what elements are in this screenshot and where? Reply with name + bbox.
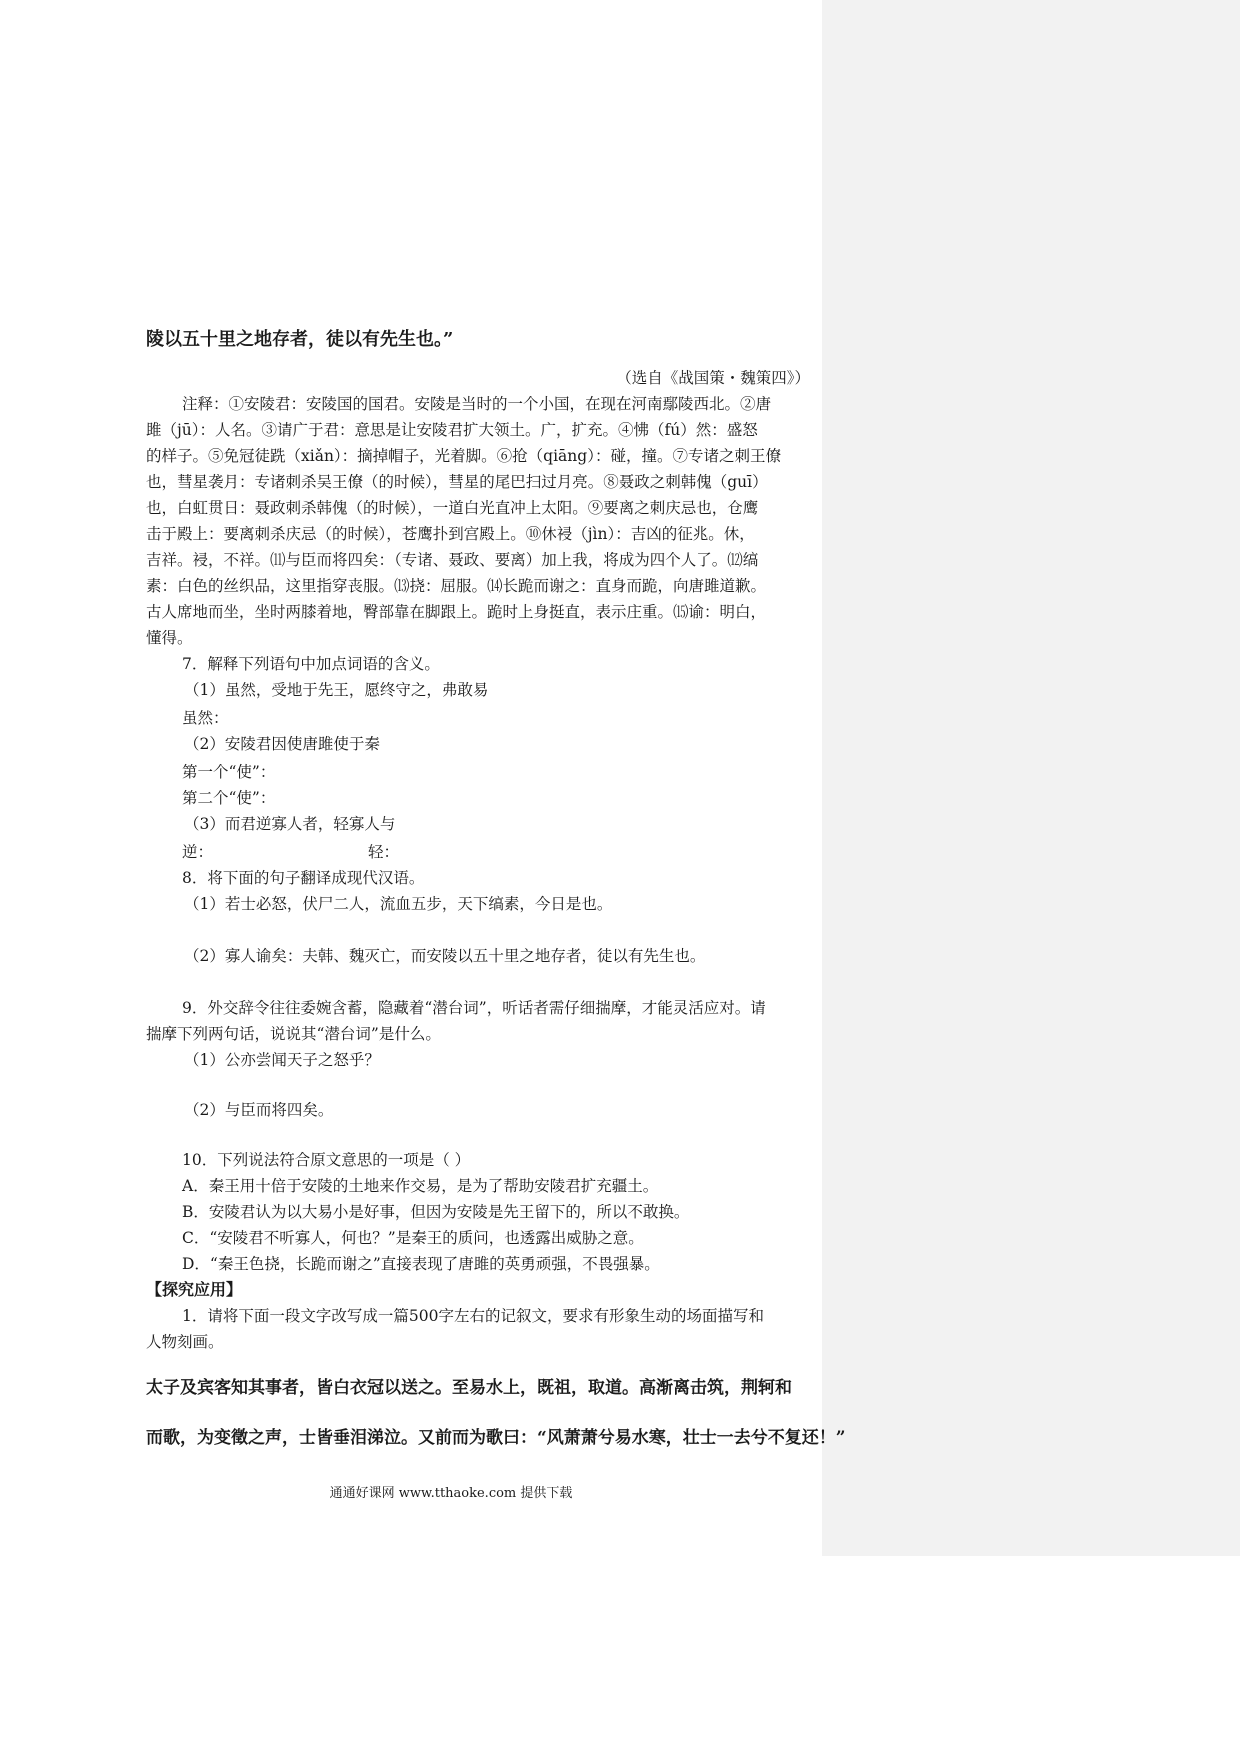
notes-line: 也，白虹贯日：聂政刺杀韩傀（的时候），一道白光直冲上太阳。⑨要离之刺庆忌也，仓鹰 [146, 499, 759, 517]
option-d: D．“秦王色挠，长跪而谢之”直接表现了唐雎的英勇顽强，不畏强暴。 [182, 1255, 660, 1273]
answer-blank-label: 逆： [182, 843, 214, 861]
question-9-2: （2）与臣而将四矣。 [184, 1101, 334, 1119]
notes-line: 雎（jū）：人名。③请广于君：意思是让安陵君扩大领土。广，扩充。④怫（fú）然：盛怒 [146, 421, 758, 439]
question-8: 8．将下面的句子翻译成现代汉语。 [182, 869, 425, 887]
text-line: 陵以五十里之地存者，徒以有先生也。” [146, 329, 454, 350]
question-9: 9．外交辞令往往委婉含蓄，隐藏着“潜台词”，听话者需仔细揣摩，才能灵活应对。请 [182, 999, 766, 1017]
question-9-1: （1）公亦尝闻天子之怒乎？ [184, 1051, 380, 1069]
answer-blank-label: 轻： [368, 843, 400, 861]
passage-line: 而歌，为变徵之声，士皆垂泪涕泣。又前而为歌曰：“风萧萧兮易水寒，壮士一去兮不复还！” [146, 1428, 846, 1448]
question-7: 7．解释下列语句中加点词语的含义。 [182, 655, 440, 673]
question-7-3: （3）而君逆寡人者，轻寡人与 [184, 815, 396, 833]
question-10: 10．下列说法符合原文意思的一项是（ ） [182, 1151, 471, 1169]
question-8-1: （1）若士必怒，伏尸二人，流血五步，天下缟素，今日是也。 [184, 895, 613, 913]
question-8-2: （2）寡人谕矣：夫韩、魏灭亡，而安陵以五十里之地存者，徒以有先生也。 [184, 947, 706, 965]
question-7-1: （1）虽然，受地于先王，愿终守之，弗敢易 [184, 681, 489, 699]
option-a: A．秦王用十倍于安陵的土地来作交易，是为了帮助安陵君扩充疆土。 [182, 1177, 659, 1195]
page-footer: 通通好课网 www.tthaoke.com 提供下载 [329, 1486, 573, 1501]
notes-line: 懂得。 [146, 629, 193, 647]
source-citation: （选自《战国策・魏策四》） [616, 369, 810, 387]
question-9-cont: 揣摩下列两句话，说说其“潜台词”是什么。 [146, 1025, 441, 1043]
notes-line: 吉祥。祲，不祥。⑾与臣而将四矣：（专诸、聂政、要离）加上我，将成为四个人了。⑿缟 [146, 551, 759, 569]
notes-line: 古人席地而坐，坐时两膝着地，臀部靠在脚跟上。跪时上身挺直，表示庄重。⒂谕：明白， [146, 603, 767, 621]
answer-blank-label: 虽然： [182, 709, 229, 727]
answer-blank-label: 第二个“使”： [182, 789, 276, 807]
option-b: B．安陵君认为以大易小是好事，但因为安陵是先王留下的，所以不敢换。 [182, 1203, 690, 1221]
passage-line: 太子及宾客知其事者，皆白衣冠以送之。至易水上，既祖，取道。高渐离击筑，荆轲和 [146, 1378, 792, 1398]
notes-line: 也，彗星袭月：专诸刺杀吴王僚（的时候），彗星的尾巴扫过月亮。⑧聂政之刺韩傀（guī） [146, 473, 768, 491]
notes-line: 素：白色的丝织品，这里指穿丧服。⒀挠：屈服。⒁长跪而谢之：直身而跪，向唐雎道歉。 [146, 577, 767, 595]
application-question-cont: 人物刻画。 [146, 1333, 224, 1351]
option-c: C．“安陵君不听寡人，何也？”是秦王的质问，也透露出威胁之意。 [182, 1229, 644, 1247]
comment-margin-panel [822, 0, 1240, 1556]
question-7-2: （2）安陵君因使唐雎使于秦 [184, 735, 380, 753]
answer-blank-label: 第一个“使”： [182, 763, 276, 781]
notes-line: 击于殿上：要离刺杀庆忌（的时候），苍鹰扑到宫殿上。⑩休祲（jìn）：吉凶的征兆。休， [146, 525, 755, 543]
application-question: 1．请将下面一段文字改写成一篇500字左右的记叙文，要求有形象生动的场面描写和 [182, 1307, 764, 1325]
notes-line: 注释：①安陵君：安陵国的国君。安陵是当时的一个小国，在现在河南鄢陵西北。②唐 [182, 395, 772, 413]
notes-line: 的样子。⑤免冠徒跣（xiǎn）：摘掉帽子，光着脚。⑥抢（qiāng）：碰，撞。⑦专诸之刺王僚 [146, 447, 781, 465]
section-heading: 【探究应用】 [146, 1280, 243, 1299]
